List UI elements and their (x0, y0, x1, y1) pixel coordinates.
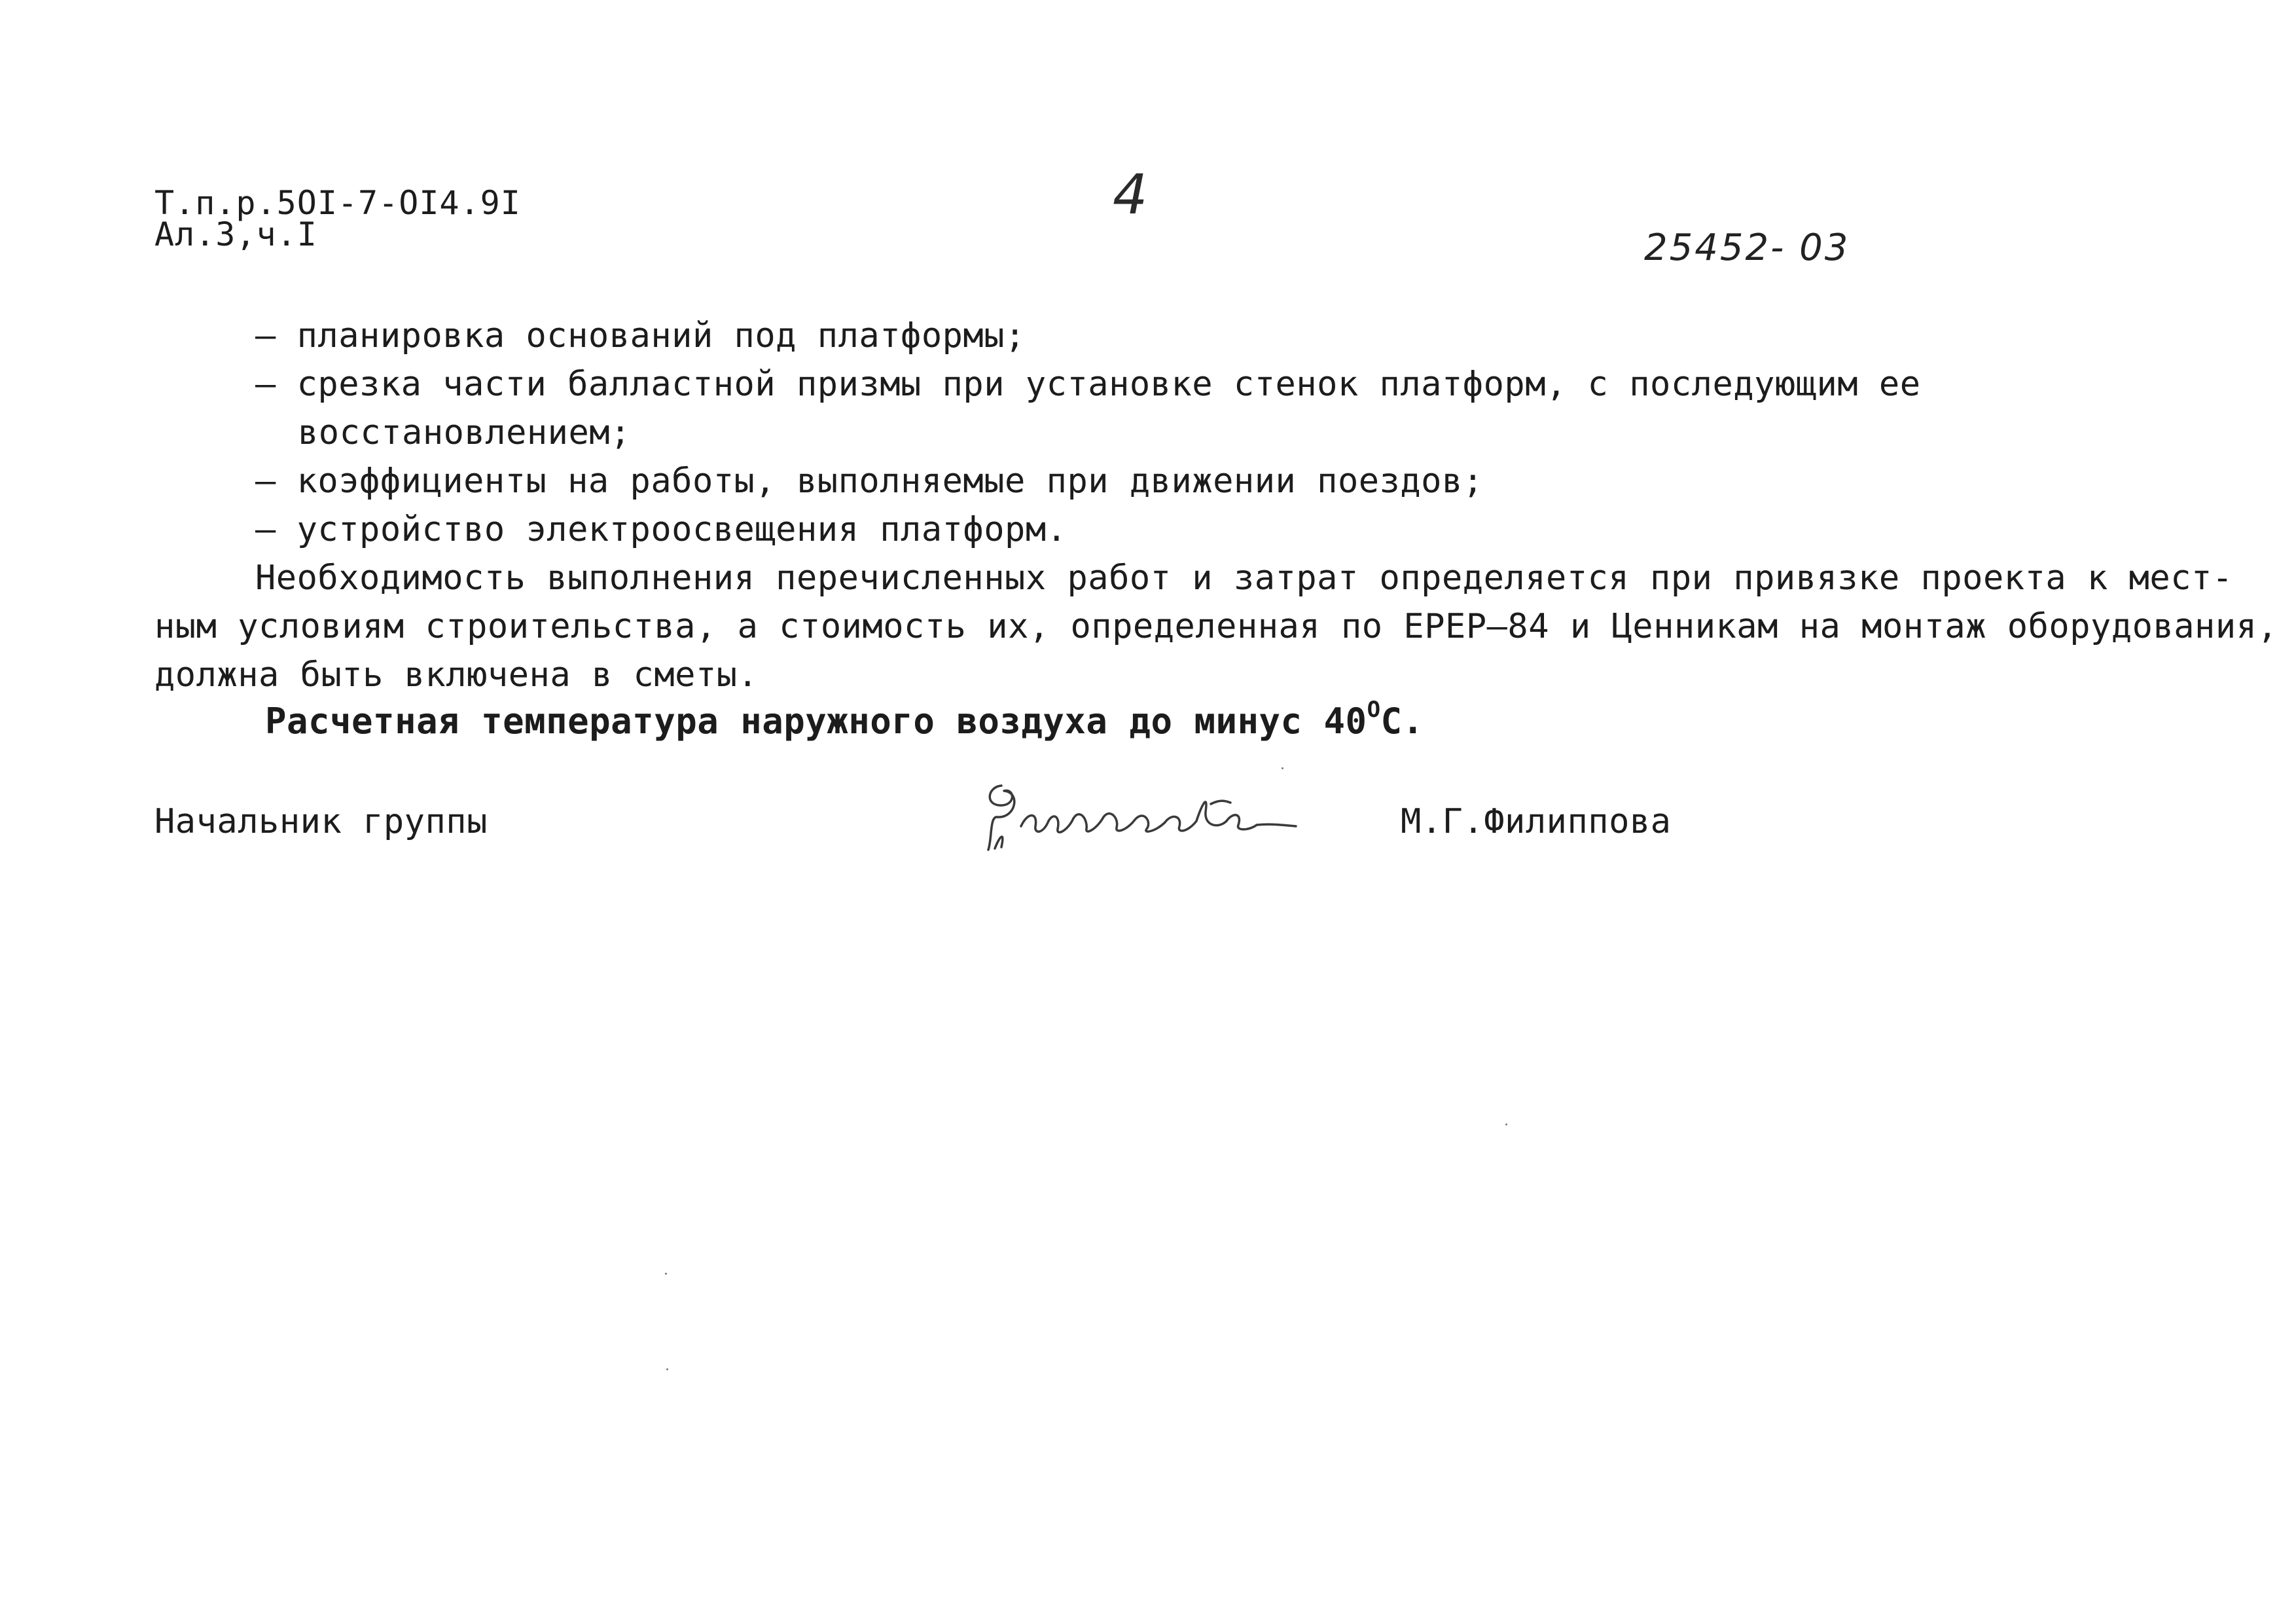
inventory-number: 25452- 03 (1644, 227, 1850, 269)
document-code: Т.п.р.5ОI-7-ОI4.9I (154, 184, 521, 222)
temperature-note (265, 697, 1424, 742)
page-number: 4 (1113, 162, 1148, 227)
scan-speck (666, 1368, 668, 1370)
degree-sign: О (1367, 697, 1381, 723)
scan-speck (665, 1273, 667, 1275)
temperature-note-text: Расчетная температура наружного воздуха до минус 40 (265, 701, 1367, 742)
scan-speck (1505, 1123, 1507, 1125)
list-item: – устройство электроосвещения платформ. (255, 510, 1067, 549)
paragraph-line: Необходимость выполнения перечисленных работ и затрат определяется при привязке проекта к мест- (255, 558, 2233, 598)
album-reference: Ал.3,ч.I (154, 215, 317, 253)
paragraph-line: ным условиям строительства, а стоимость их, определенная по ЕРЕР–84 и Ценникам на монтаж оборудования, (154, 607, 2278, 646)
list-item: – срезка части балластной призмы при установке стенок платформ, с последующим ее (255, 365, 1921, 404)
temperature-unit: С. (1380, 701, 1424, 742)
list-item: – планировка оснований под платформы; (255, 316, 1026, 356)
signatory-name: М.Г.Филиппова (1401, 802, 1672, 841)
handwritten-signature-icon (975, 766, 1316, 864)
list-item-continuation: восстановлением; (298, 413, 631, 452)
list-item: – коэффициенты на работы, выполняемые при движении поездов; (255, 462, 1484, 501)
scan-speck (1282, 767, 1283, 769)
signatory-position: Начальник группы (154, 802, 488, 841)
paragraph-line: должна быть включена в сметы. (154, 655, 759, 695)
